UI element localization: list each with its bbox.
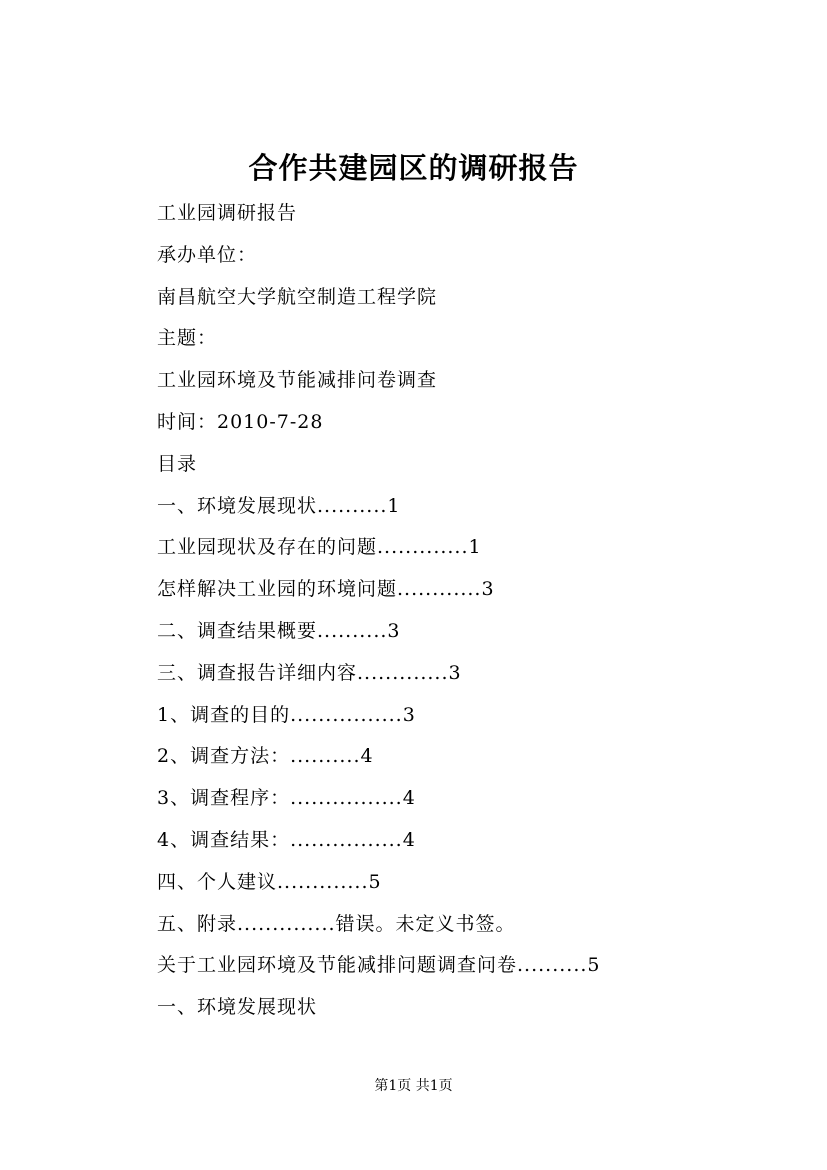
text-line: 承办单位： [157,243,258,266]
toc-entry[interactable]: 五、附录..............错误。未定义书签。 [157,912,516,935]
toc-entry[interactable]: 4、调查结果：................4 [157,828,416,851]
page-footer: 第1页 共1页 [374,1078,453,1094]
text-line: 主题： [157,327,218,350]
toc-entry[interactable]: 怎样解决工业园的环境问题............3 [157,578,495,601]
toc-entry[interactable]: 四、个人建议.............5 [157,870,382,893]
document-title: 合作共建园区的调研报告 [248,151,579,185]
toc-entry[interactable]: 2、调查方法：..........4 [157,745,374,768]
text-line: 时间：2010-7-28 [157,410,324,433]
text-line: 南昌航空大学航空制造工程学院 [157,285,438,308]
toc-entry[interactable]: 关于工业园环境及节能减排问题调查问卷..........5 [157,954,601,977]
toc-entry[interactable]: 工业园现状及存在的问题.............1 [157,536,482,559]
toc-entry[interactable]: 3、调查程序：................4 [157,787,416,810]
toc-entry[interactable]: 三、调查报告详细内容.............3 [157,661,462,684]
toc-entry[interactable]: 一、环境发展现状..........1 [157,494,401,517]
text-line: 工业园调研报告 [157,202,298,224]
document-body [157,193,797,1029]
section-heading: 一、环境发展现状 [157,996,318,1019]
toc-entry[interactable]: 二、调查结果概要..........3 [157,619,401,642]
toc-heading: 目录 [157,452,198,475]
toc-entry[interactable]: 1、调查的目的................3 [157,703,416,726]
text-line: 工业园环境及节能减排问卷调查 [157,369,438,392]
